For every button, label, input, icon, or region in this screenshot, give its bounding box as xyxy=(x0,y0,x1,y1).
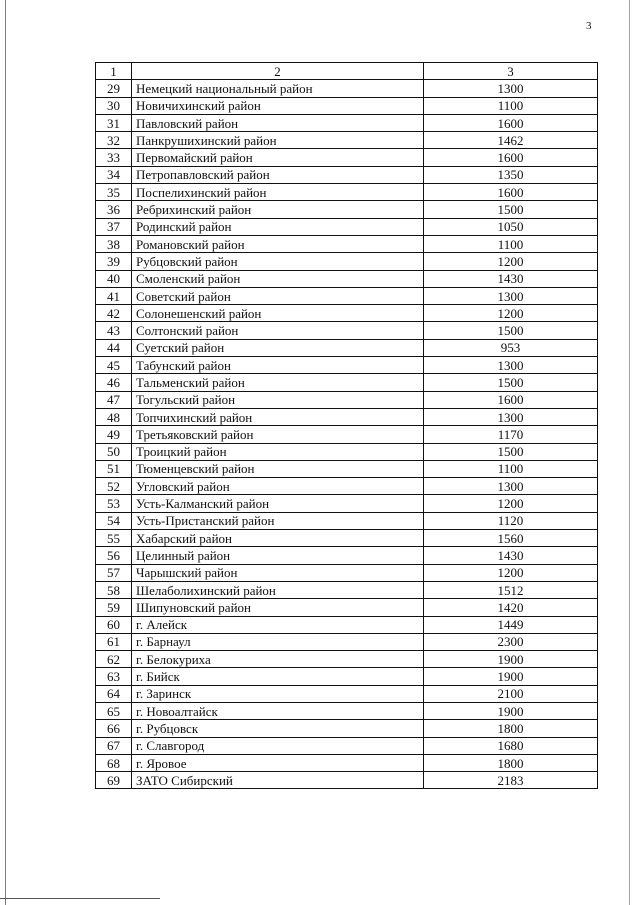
region-name-cell: Усть-Калманский район xyxy=(132,495,424,512)
table-row xyxy=(96,547,598,564)
row-number-cell: 50 xyxy=(96,443,132,460)
value-cell: 2183 xyxy=(424,772,598,789)
region-name-cell: г. Рубцовск xyxy=(132,720,424,737)
table-row xyxy=(96,443,598,460)
row-number-cell: 61 xyxy=(96,633,132,650)
region-name-cell: Шипуновский район xyxy=(132,599,424,616)
table-row xyxy=(96,702,598,719)
value-cell: 1900 xyxy=(424,702,598,719)
table-row xyxy=(96,668,598,685)
row-number-cell: 62 xyxy=(96,651,132,668)
value-cell: 1300 xyxy=(424,287,598,304)
region-name-cell: Шелаболихинский район xyxy=(132,581,424,598)
region-name-cell: Родинский район xyxy=(132,218,424,235)
table-row xyxy=(96,218,598,235)
row-number-cell: 40 xyxy=(96,270,132,287)
table-row xyxy=(96,720,598,737)
value-cell: 1900 xyxy=(424,651,598,668)
region-name-cell: Рубцовский район xyxy=(132,253,424,270)
value-cell: 1800 xyxy=(424,720,598,737)
table-row xyxy=(96,149,598,166)
value-cell: 1680 xyxy=(424,737,598,754)
region-name-cell: Новичихинский район xyxy=(132,97,424,114)
table-row xyxy=(96,408,598,425)
row-number-cell: 30 xyxy=(96,97,132,114)
value-cell: 1900 xyxy=(424,668,598,685)
region-name-cell: Тогульский район xyxy=(132,391,424,408)
table-row xyxy=(96,772,598,789)
value-cell: 1200 xyxy=(424,253,598,270)
table-row xyxy=(96,322,598,339)
row-number-cell: 38 xyxy=(96,235,132,252)
row-number-cell: 58 xyxy=(96,581,132,598)
region-name-cell: Топчихинский район xyxy=(132,408,424,425)
table-row xyxy=(96,132,598,149)
value-cell: 1200 xyxy=(424,564,598,581)
row-number-cell: 49 xyxy=(96,426,132,443)
row-number-cell: 52 xyxy=(96,478,132,495)
region-name-cell: Солонешенский район xyxy=(132,305,424,322)
region-name-cell: г. Яровое xyxy=(132,754,424,771)
row-number-cell: 55 xyxy=(96,530,132,547)
table-body xyxy=(96,80,598,789)
table-row xyxy=(96,599,598,616)
table-row xyxy=(96,512,598,529)
value-cell: 1600 xyxy=(424,184,598,201)
value-cell: 1100 xyxy=(424,97,598,114)
row-number-cell: 57 xyxy=(96,564,132,581)
value-cell: 1300 xyxy=(424,80,598,97)
region-name-cell: Панкрушихинский район xyxy=(132,132,424,149)
table-row xyxy=(96,530,598,547)
row-number-cell: 65 xyxy=(96,702,132,719)
row-number-cell: 29 xyxy=(96,80,132,97)
table-row xyxy=(96,80,598,97)
table-header xyxy=(96,63,598,80)
value-cell: 1300 xyxy=(424,357,598,374)
row-number-cell: 53 xyxy=(96,495,132,512)
region-name-cell: Хабарский район xyxy=(132,530,424,547)
table-row xyxy=(96,166,598,183)
header-col-3: 3 xyxy=(424,63,598,80)
row-number-cell: 44 xyxy=(96,339,132,356)
row-number-cell: 35 xyxy=(96,184,132,201)
value-cell: 1420 xyxy=(424,599,598,616)
value-cell: 1600 xyxy=(424,114,598,131)
region-name-cell: Третьяковский район xyxy=(132,426,424,443)
region-name-cell: г. Заринск xyxy=(132,685,424,702)
value-cell: 2100 xyxy=(424,685,598,702)
row-number-cell: 32 xyxy=(96,132,132,149)
scan-edge-bottom xyxy=(0,898,160,899)
row-number-cell: 56 xyxy=(96,547,132,564)
table-row xyxy=(96,253,598,270)
table-row xyxy=(96,97,598,114)
region-name-cell: Тюменцевский район xyxy=(132,460,424,477)
value-cell: 1800 xyxy=(424,754,598,771)
table-row xyxy=(96,391,598,408)
region-name-cell: ЗАТО Сибирский xyxy=(132,772,424,789)
table-row xyxy=(96,633,598,650)
region-name-cell: Угловский район xyxy=(132,478,424,495)
region-name-cell: Романовский район xyxy=(132,235,424,252)
row-number-cell: 41 xyxy=(96,287,132,304)
value-cell: 1600 xyxy=(424,391,598,408)
region-name-cell: Тальменский район xyxy=(132,374,424,391)
value-cell: 1170 xyxy=(424,426,598,443)
value-cell: 1462 xyxy=(424,132,598,149)
value-cell: 1300 xyxy=(424,478,598,495)
region-name-cell: Суетский район xyxy=(132,339,424,356)
row-number-cell: 37 xyxy=(96,218,132,235)
value-cell: 1500 xyxy=(424,322,598,339)
value-cell: 1500 xyxy=(424,443,598,460)
table-row xyxy=(96,374,598,391)
region-name-cell: Смоленский район xyxy=(132,270,424,287)
region-name-cell: Чарышский район xyxy=(132,564,424,581)
regions-table xyxy=(95,62,598,789)
table-row xyxy=(96,201,598,218)
header-col-2: 2 xyxy=(132,63,424,80)
row-number-cell: 45 xyxy=(96,357,132,374)
row-number-cell: 51 xyxy=(96,460,132,477)
region-name-cell: Петропавловский район xyxy=(132,166,424,183)
table-row xyxy=(96,737,598,754)
row-number-cell: 60 xyxy=(96,616,132,633)
value-cell: 1500 xyxy=(424,201,598,218)
region-name-cell: г. Новоалтайск xyxy=(132,702,424,719)
value-cell: 1430 xyxy=(424,270,598,287)
region-name-cell: г. Белокуриха xyxy=(132,651,424,668)
row-number-cell: 54 xyxy=(96,512,132,529)
table-row xyxy=(96,651,598,668)
value-cell: 1200 xyxy=(424,495,598,512)
header-row xyxy=(96,63,598,80)
table-row xyxy=(96,184,598,201)
table-row xyxy=(96,270,598,287)
row-number-cell: 46 xyxy=(96,374,132,391)
row-number-cell: 34 xyxy=(96,166,132,183)
region-name-cell: Солтонский район xyxy=(132,322,424,339)
value-cell: 1430 xyxy=(424,547,598,564)
row-number-cell: 36 xyxy=(96,201,132,218)
table-row xyxy=(96,616,598,633)
table-row xyxy=(96,478,598,495)
region-name-cell: г. Барнаул xyxy=(132,633,424,650)
value-cell: 1100 xyxy=(424,235,598,252)
value-cell: 1050 xyxy=(424,218,598,235)
table-row xyxy=(96,357,598,374)
value-cell: 1500 xyxy=(424,374,598,391)
header-col-1: 1 xyxy=(96,63,132,80)
row-number-cell: 43 xyxy=(96,322,132,339)
table-row xyxy=(96,339,598,356)
region-name-cell: г. Бийск xyxy=(132,668,424,685)
region-name-cell: Табунский район xyxy=(132,357,424,374)
row-number-cell: 67 xyxy=(96,737,132,754)
value-cell: 1100 xyxy=(424,460,598,477)
value-cell: 953 xyxy=(424,339,598,356)
region-name-cell: Усть-Пристанский район xyxy=(132,512,424,529)
row-number-cell: 42 xyxy=(96,305,132,322)
table-row xyxy=(96,287,598,304)
scan-edge-left xyxy=(5,0,6,905)
region-name-cell: Советский район xyxy=(132,287,424,304)
value-cell: 1300 xyxy=(424,408,598,425)
row-number-cell: 48 xyxy=(96,408,132,425)
value-cell: 1512 xyxy=(424,581,598,598)
region-name-cell: Павловский район xyxy=(132,114,424,131)
row-number-cell: 33 xyxy=(96,149,132,166)
table-row xyxy=(96,564,598,581)
table-row xyxy=(96,305,598,322)
value-cell: 1560 xyxy=(424,530,598,547)
value-cell: 1350 xyxy=(424,166,598,183)
table-row xyxy=(96,235,598,252)
value-cell: 2300 xyxy=(424,633,598,650)
table-row xyxy=(96,426,598,443)
row-number-cell: 66 xyxy=(96,720,132,737)
region-name-cell: Троицкий район xyxy=(132,443,424,460)
scan-edge-right xyxy=(629,0,630,905)
region-name-cell: Поспелихинский район xyxy=(132,184,424,201)
row-number-cell: 31 xyxy=(96,114,132,131)
row-number-cell: 69 xyxy=(96,772,132,789)
value-cell: 1200 xyxy=(424,305,598,322)
row-number-cell: 47 xyxy=(96,391,132,408)
table-row xyxy=(96,581,598,598)
table-row xyxy=(96,754,598,771)
value-cell: 1120 xyxy=(424,512,598,529)
value-cell: 1600 xyxy=(424,149,598,166)
region-name-cell: г. Славгород xyxy=(132,737,424,754)
table-row xyxy=(96,685,598,702)
value-cell: 1449 xyxy=(424,616,598,633)
row-number-cell: 39 xyxy=(96,253,132,270)
region-name-cell: Немецкий национальный район xyxy=(132,80,424,97)
region-name-cell: Ребрихинский район xyxy=(132,201,424,218)
page-number: 3 xyxy=(586,20,592,32)
region-name-cell: Первомайский район xyxy=(132,149,424,166)
region-name-cell: Целинный район xyxy=(132,547,424,564)
region-name-cell: г. Алейск xyxy=(132,616,424,633)
table-row xyxy=(96,460,598,477)
row-number-cell: 63 xyxy=(96,668,132,685)
table-row xyxy=(96,114,598,131)
row-number-cell: 59 xyxy=(96,599,132,616)
row-number-cell: 64 xyxy=(96,685,132,702)
table-row xyxy=(96,495,598,512)
row-number-cell: 68 xyxy=(96,754,132,771)
